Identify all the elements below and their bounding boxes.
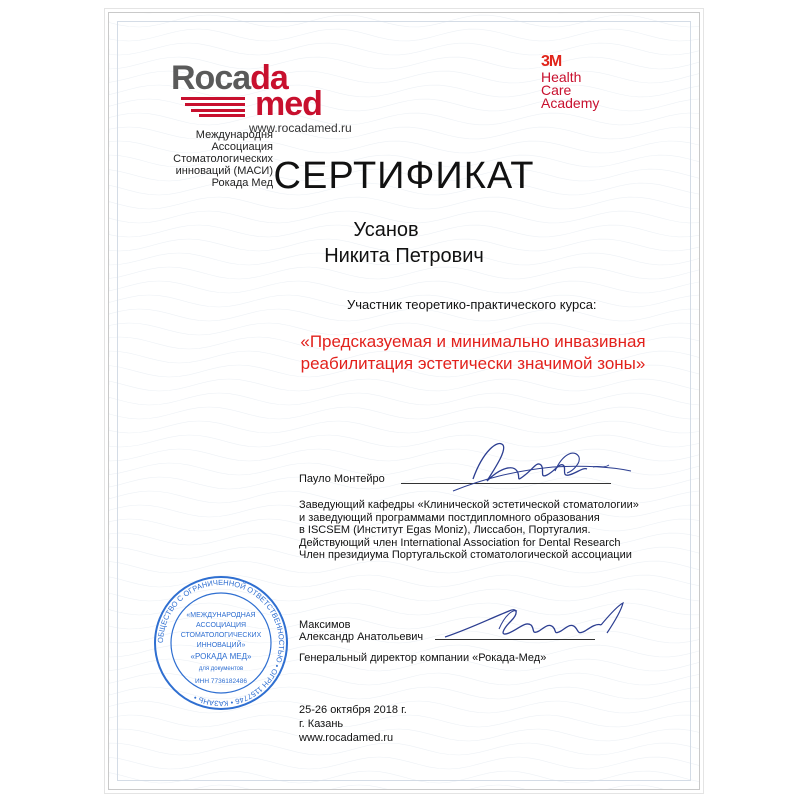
association-line: Стоматологических bbox=[173, 153, 273, 165]
rocada-word-accent: da bbox=[250, 59, 288, 97]
issue-date: 25-26 октября 2018 г. bbox=[299, 704, 407, 716]
seal-center-text: ИННОВАЦИЙ» bbox=[196, 642, 246, 649]
certificate-title: СЕРТИФИКАТ bbox=[273, 155, 535, 197]
rocada-stripes-icon bbox=[181, 97, 245, 117]
issue-city: г. Казань bbox=[299, 718, 344, 730]
bio-line: Действующий член International Association for Dental Research bbox=[299, 536, 621, 549]
issue-info bbox=[299, 703, 407, 745]
course-line: «Предсказуемая и минимально инвазивная bbox=[300, 332, 646, 351]
recipient-given-names: Никита Петрович bbox=[324, 245, 484, 267]
signature-2-icon bbox=[439, 599, 629, 649]
signatory-1-bio bbox=[299, 499, 659, 562]
seal-ring-text: ОБЩЕСТВО С ОГРАНИЧЕННОЙ ОТВЕТСТВЕННОСТЬЮ • ОГРН 1157746 • КАЗАНЬ • bbox=[155, 577, 287, 709]
association-line: Рокада Мед bbox=[211, 177, 273, 189]
seal-inn-text: ИНН 7736182486 bbox=[194, 678, 248, 685]
course-title bbox=[285, 331, 661, 375]
seal-center-text: СТОМАТОЛОГИЧЕСКИХ bbox=[180, 632, 262, 639]
signatory-2-name bbox=[299, 619, 423, 643]
recipient-surname: Усанов bbox=[353, 219, 419, 241]
academy-line: Academy bbox=[541, 95, 600, 111]
3m-mark: 3M bbox=[541, 53, 562, 70]
association-line: инноваций (МАСИ) bbox=[175, 165, 273, 177]
rocada-word-med: med bbox=[255, 85, 322, 123]
certificate-page bbox=[108, 12, 700, 790]
seal-center-text: для документов bbox=[198, 666, 244, 672]
association-line: Ассоциация bbox=[211, 141, 273, 153]
bio-line: и заведующий программами постдипломного образования bbox=[299, 511, 600, 524]
rocada-word-prefix: Roca bbox=[171, 59, 251, 97]
academy-line: Health bbox=[541, 69, 582, 85]
seal-center-text: «МЕЖДУНАРОДНАЯ bbox=[186, 612, 256, 619]
academy-line: Care bbox=[541, 82, 572, 98]
signatory-2-name-line: Максимов bbox=[299, 619, 351, 631]
bio-line: в ISCSEM (Институт Egas Moniz), Лиссабон, Португалия. bbox=[299, 524, 591, 536]
signatory-2-name-line: Александр Анатольевич bbox=[299, 631, 424, 643]
participant-text: Участник теоретико-практического курса: bbox=[347, 297, 597, 312]
bio-line: Заведующий кафедры «Клинической эстетической стоматологии» bbox=[299, 499, 639, 511]
association-line: Международня bbox=[195, 129, 273, 141]
rocada-url: www.rocadamed.ru bbox=[249, 121, 352, 135]
signatory-1-name: Пауло Монтейро bbox=[299, 473, 385, 485]
signature-1-icon bbox=[443, 431, 633, 501]
signatory-2-role: Генеральный директор компании «Рокада-Мед» bbox=[299, 652, 547, 664]
footer-url: www.rocadamed.ru bbox=[299, 732, 394, 744]
seal-center-text: «РОКАДА МЕД» bbox=[190, 652, 252, 661]
company-seal-icon bbox=[151, 573, 291, 713]
3m-academy-logo bbox=[541, 53, 599, 110]
seal-center-text: АССОЦИАЦИЯ bbox=[195, 622, 247, 629]
course-line: реабилитация эстетически значимой зоны» bbox=[300, 354, 646, 373]
bio-line: Член президиума Португальской стоматологической ассоциации bbox=[299, 549, 632, 561]
